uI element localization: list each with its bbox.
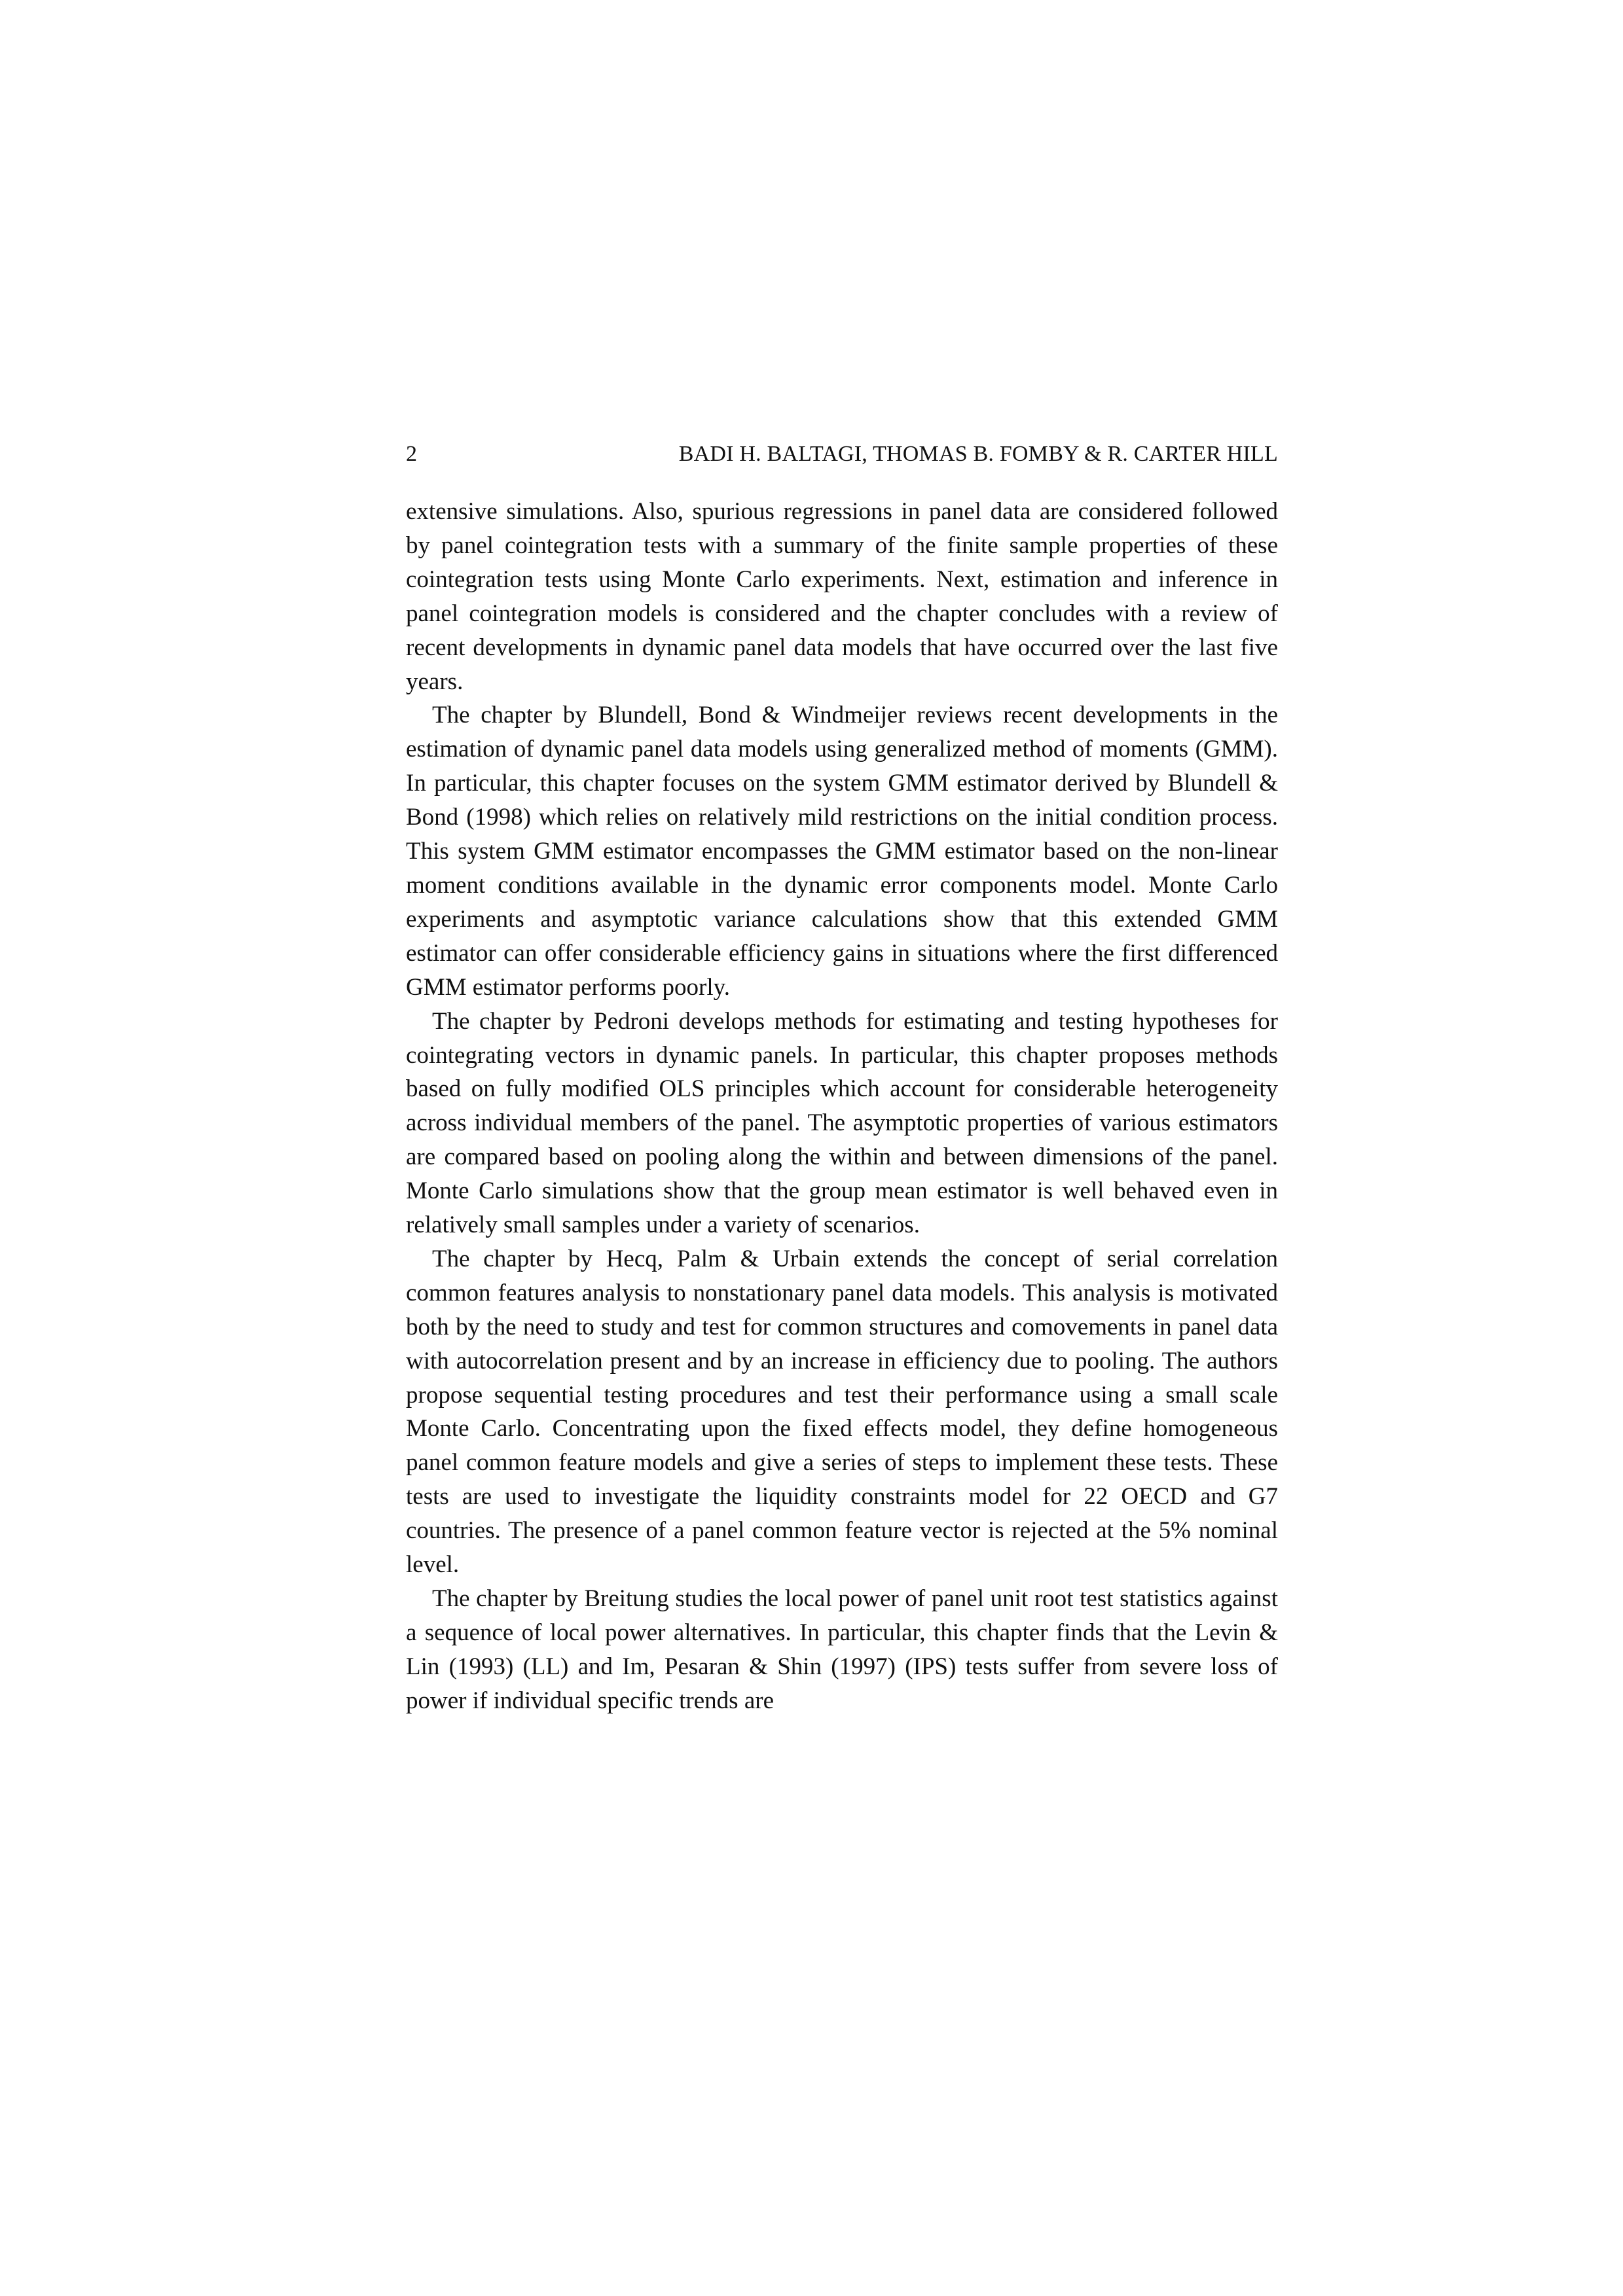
paragraph-5: The chapter by Breitung studies the local power of panel unit root test statistics against a sequence of local power alternatives. In particular, this chapter finds that the Levin & Lin (1993) (LL) and Im, Pesaran & Shin (1997) (IPS) tests suffer from severe loss of power if individual specific trends are — [406, 1585, 1278, 1714]
paragraph-1: extensive simulations. Also, spurious regressions in panel data are considered followed by panel cointegration tests with a summary of the finite sample properties of these cointegration tests using Monte Carlo experiments. Next, estimation and inference in panel cointegration models is considered and the chapter concludes with a review of recent developments in dynamic panel data models that have occurred over the last five years. — [406, 498, 1278, 695]
header-authors: BADI H. BALTAGI, THOMAS B. FOMBY & R. CARTER HILL — [678, 442, 1278, 466]
paragraph-2: The chapter by Blundell, Bond & Windmeijer reviews recent developments in the estimation of dynamic panel data models using generalized method of moments (GMM). In particular, this chapter focuses on the system GMM estimator derived by Blundell & Bond (1998) which relies on relatively mild restrictions on the initial condition process. This system GMM estimator encompasses the GMM estimator based on the non-linear moment conditions available in the dynamic error components model. Monte Carlo experiments and asymptotic variance calculations show that this extended GMM estimator can offer considerable efficiency gains in situations where the first differenced GMM estimator performs poorly. — [406, 702, 1278, 1001]
body-text — [406, 495, 1278, 1718]
running-header — [406, 437, 1278, 471]
paragraph-4: The chapter by Hecq, Palm & Urbain extends the concept of serial correlation common features analysis to nonstationary panel data models. This analysis is motivated both by the need to study and test for common structures and comovements in panel data with autocorrelation present and by an increase in efficiency due to pooling. The authors propose sequential testing procedures and test their performance using a small scale Monte Carlo. Concentrating upon the fixed effects model, they define homogeneous panel common feature models and give a series of steps to implement these tests. These tests are used to investigate the liquidity constraints model for 22 OECD and G7 countries. The presence of a panel common feature vector is rejected at the 5% nominal level. — [406, 1245, 1278, 1579]
paragraph-3: The chapter by Pedroni develops methods for estimating and testing hypotheses for cointegrating vectors in dynamic panels. In particular, this chapter proposes methods based on fully modified OLS principles which account for considerable heterogeneity across individual members of the panel. The asymptotic properties of various estimators are compared based on pooling along the within and between dimensions of the panel. Monte Carlo simulations show that the group mean estimator is well behaved even in relatively small samples under a variety of scenarios. — [406, 1007, 1278, 1239]
page-number: 2 — [406, 442, 417, 466]
